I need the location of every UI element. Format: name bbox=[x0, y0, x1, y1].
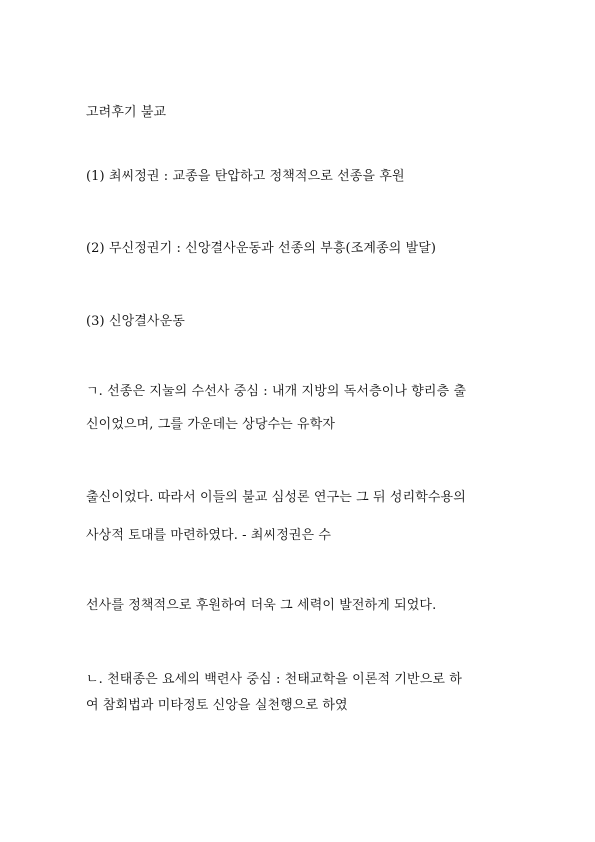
paragraph-line: 출신이었다. 따라서 이들의 불교 심성론 연구는 그 뒤 성리학수용의 bbox=[86, 490, 466, 505]
paragraph-line: ㄴ. 천태종은 요세의 백련사 중심 : 천태교학을 이론적 기반으로 하 bbox=[86, 672, 462, 687]
section-heading-2: (2) 무신정권기 : 신앙결사운동과 선종의 부흥(조계종의 발달) bbox=[86, 241, 437, 256]
paragraph-line: 선사를 정책적으로 후원하여 더욱 그 세력이 발전하게 되었다. bbox=[86, 598, 437, 613]
document-title: 고려후기 불교 bbox=[86, 105, 167, 120]
paragraph-line: 여 참회법과 미타정토 신앙을 실천행으로 하였 bbox=[86, 698, 348, 713]
paragraph-line: 신이었으며, 그를 가운데는 상당수는 유학자 bbox=[86, 417, 336, 432]
section-heading-1: (1) 최씨정권 : 교종을 탄압하고 정책적으로 선종을 후원 bbox=[86, 169, 405, 184]
paragraph-line: ㄱ. 선종은 지눌의 수선사 중심 : 내개 지방의 독서층이나 향리층 출 bbox=[86, 384, 467, 399]
paragraph-line: 사상적 토대를 마련하였다. - 최씨정권은 수 bbox=[86, 528, 332, 543]
section-heading-3: (3) 신앙결사운동 bbox=[86, 314, 185, 329]
